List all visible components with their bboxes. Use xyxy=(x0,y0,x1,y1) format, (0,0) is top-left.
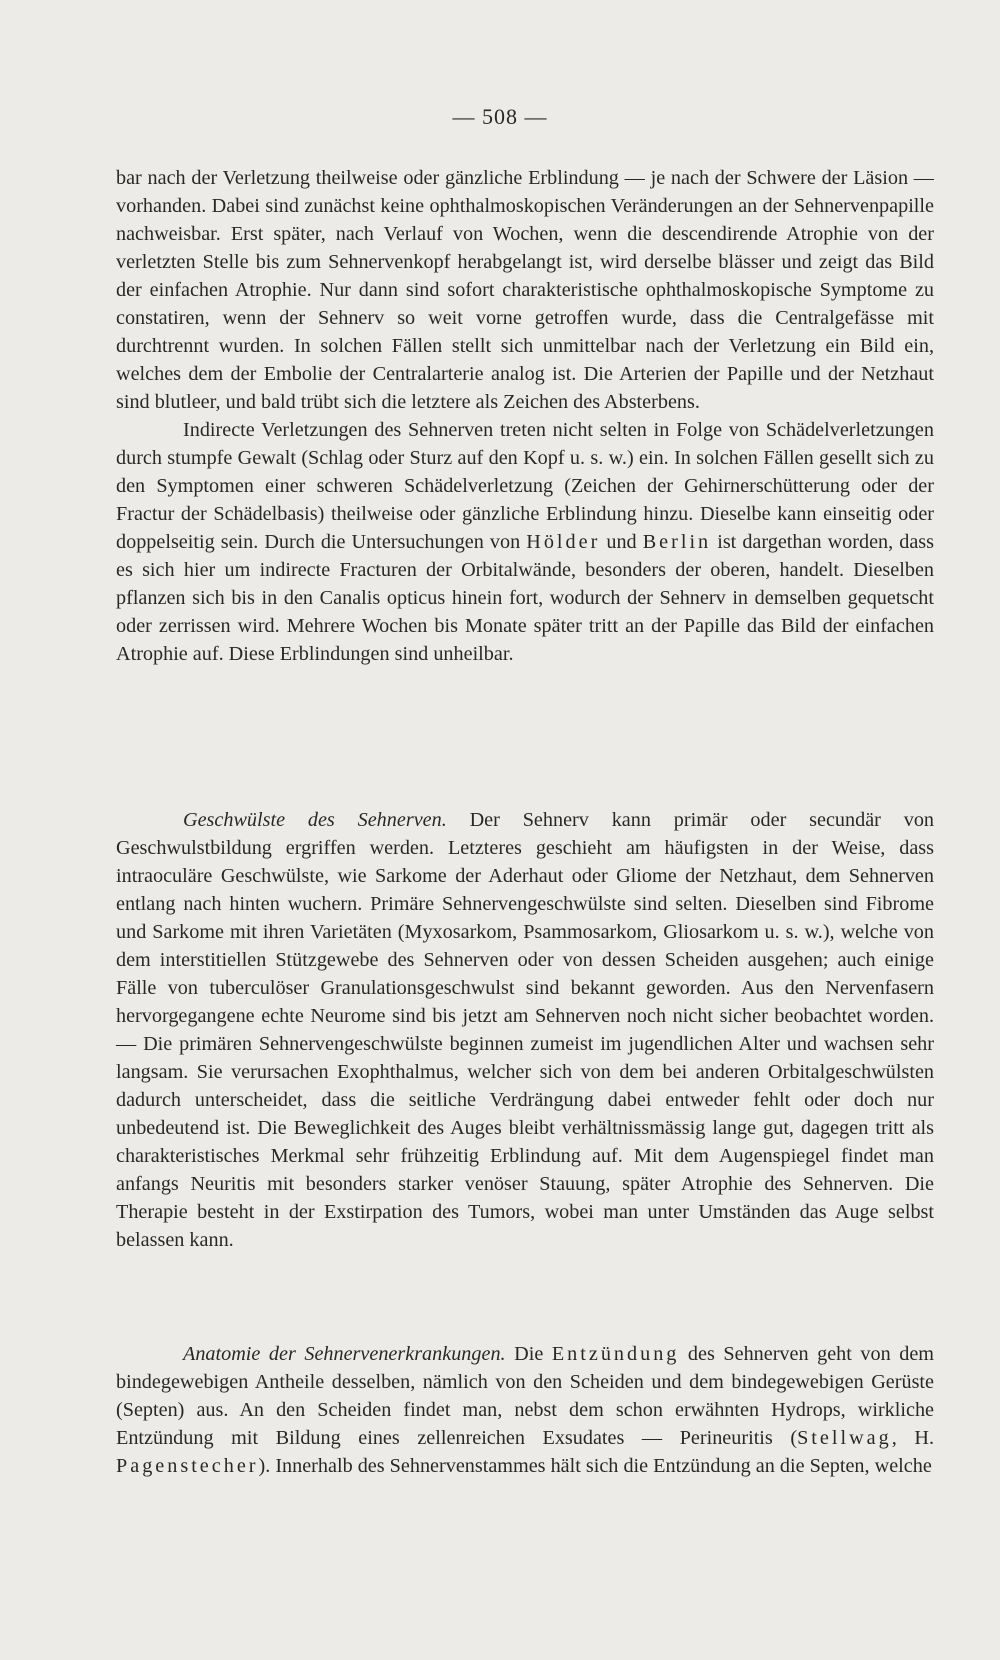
emphasized-term: Entzündung xyxy=(551,1343,680,1365)
section-heading: Geschwülste des Sehnerven. xyxy=(183,809,447,831)
section-heading: Anatomie der Sehnervenerkrankungen. xyxy=(183,1343,506,1365)
text-block-top xyxy=(116,164,934,668)
paragraph-text: Der Sehnerv kann primär oder secundär von Geschwulstbildung ergriffen werden. Letzteres geschieht am häufigsten in der Weise, dass intraoculäre Geschwülste, wie Sarkome der Aderhaut oder Gliome der Netzhaut, dem Sehnerven entlang nach hinten wuchern. Primäre Sehnervengeschwülste sind selten. Dieselben sind Fibrome und Sarkome mit ihren Varietäten (Myxosarkom, Psammosarkom, Gliosarkom u. s. w.), welche von dem interstitiellen Stützgewebe des Sehnerven oder von dessen Scheiden ausgehen; auch einige Fälle von tuberculöser Granulationsgeschwulst sind bekannt geworden. Aus den Nervenfasern hervorgegangene echte Neurome sind bis jetzt am Sehnerven noch nicht sicher beobachtet worden. — Die primären Sehnervengeschwülste beginnen zumeist im jugendlichen Alter und wachsen sehr langsam. Sie verursachen Exophthalmus, welcher sich von dem bei anderen Orbitalgeschwülsten dadurch unterscheidet, dass die seitliche Verdrängung dabei entweder fehlt oder doch nur unbedeutend ist. Die Beweglichkeit des Auges bleibt verhältnissmässig lange gut, dagegen tritt als charakteristisches Merkmal sehr frühzeitig Erblindung auf. Mit dem Augenspiegel findet man anfangs Neuritis mit besonders starker venöser Stauung, später Atrophie des Sehnerven. Die Therapie besteht in der Exstirpation des Tumors, wobei man unter Umständen das Auge selbst belassen kann. xyxy=(116,809,935,1251)
paragraph-text: und xyxy=(600,531,643,553)
paragraph-anatomy xyxy=(116,1340,934,1480)
paragraph-indirect-injuries xyxy=(116,416,934,668)
paragraph-text: Indirecte Verletzungen des Sehnerven treten nicht selten in Folge von Schädelverletzungen durch stumpfe Gewalt (Schlag oder Sturz auf den Kopf u. s. w.) ein. In solchen Fällen gesellt sich zu den Symptomen einer schweren Schädelverletzung (Zeichen der Gehirnerschütterung oder der Fractur der Schädelbasis) theilweise oder gänzliche Erblindung hinzu. Dieselbe kann einseitig oder doppelseitig sein. Durch die Untersuchungen von xyxy=(116,419,934,553)
paragraph-tumors xyxy=(116,806,934,1254)
paragraph-text: Die xyxy=(505,1343,552,1365)
text-block-anatomy xyxy=(116,1340,934,1480)
paragraph-text: ist dargethan worden, dass es sich hier um indirecte Fracturen der Orbitalwände, besonders der oberen, handelt. Dieselben pflanzen sich bis in den Canalis opticus hinein fort, wodurch der Sehnerv in demselben gequetscht oder zerrissen wird. Mehrere Wochen bis Monate später tritt an der Papille das Bild der einfachen Atrophie auf. Diese Erblindungen sind unheilbar. xyxy=(116,531,935,665)
paragraph-text: , H. xyxy=(891,1427,934,1449)
page-number: — 508 — xyxy=(452,104,548,129)
paragraph-direct-injuries-continued: bar nach der Verletzung theilweise oder gänzliche Erblindung — je nach der Schwere der Läsion — vorhanden. Dabei sind zunächst keine ophthalmoskopischen Veränderungen an der Sehnervenpapille nachweisbar. Erst später, nach Verlauf von Wochen, wenn die descendirende Atrophie von der verletzten Stelle bis zum Sehnervenkopf herabgelangt ist, wird derselbe blässer und zeigt das Bild der einfachen Atrophie. Nur dann sind sofort charakteristische ophthalmoskopische Symptome zu constatiren, wenn der Sehnerv so weit vorne getroffen wurde, dass die Centralgefässe mit durchtrennt wurden. In solchen Fällen stellt sich unmittelbar nach der Verletzung ein Bild ein, welches dem der Embolie der Centralarterie analog ist. Die Arterien der Papille und der Netzhaut sind blutleer, und bald trübt sich die letztere als Zeichen des Absterbens. xyxy=(116,167,934,413)
author-name: Stellwag xyxy=(797,1427,892,1449)
author-name: Pagenstecher xyxy=(116,1455,259,1477)
text-block-tumors xyxy=(116,806,934,1254)
author-name: Hölder xyxy=(526,531,601,553)
paragraph-text: des Sehnerven geht von dem bindegewebigen Antheile desselben, nämlich von den Scheiden und dem bindegewebigen Gerüste (Septen) aus. An den Scheiden findet man, nebst dem schon erwähnten Hydrops, wirkliche Entzündung mit Bildung eines zellenreichen Exsudates — Perineuritis ( xyxy=(116,1343,934,1449)
author-name: Berlin xyxy=(642,531,712,553)
paragraph-text: ). Innerhalb des Sehnervenstammes hält sich die Entzündung an die Septen, welche xyxy=(258,1455,932,1477)
